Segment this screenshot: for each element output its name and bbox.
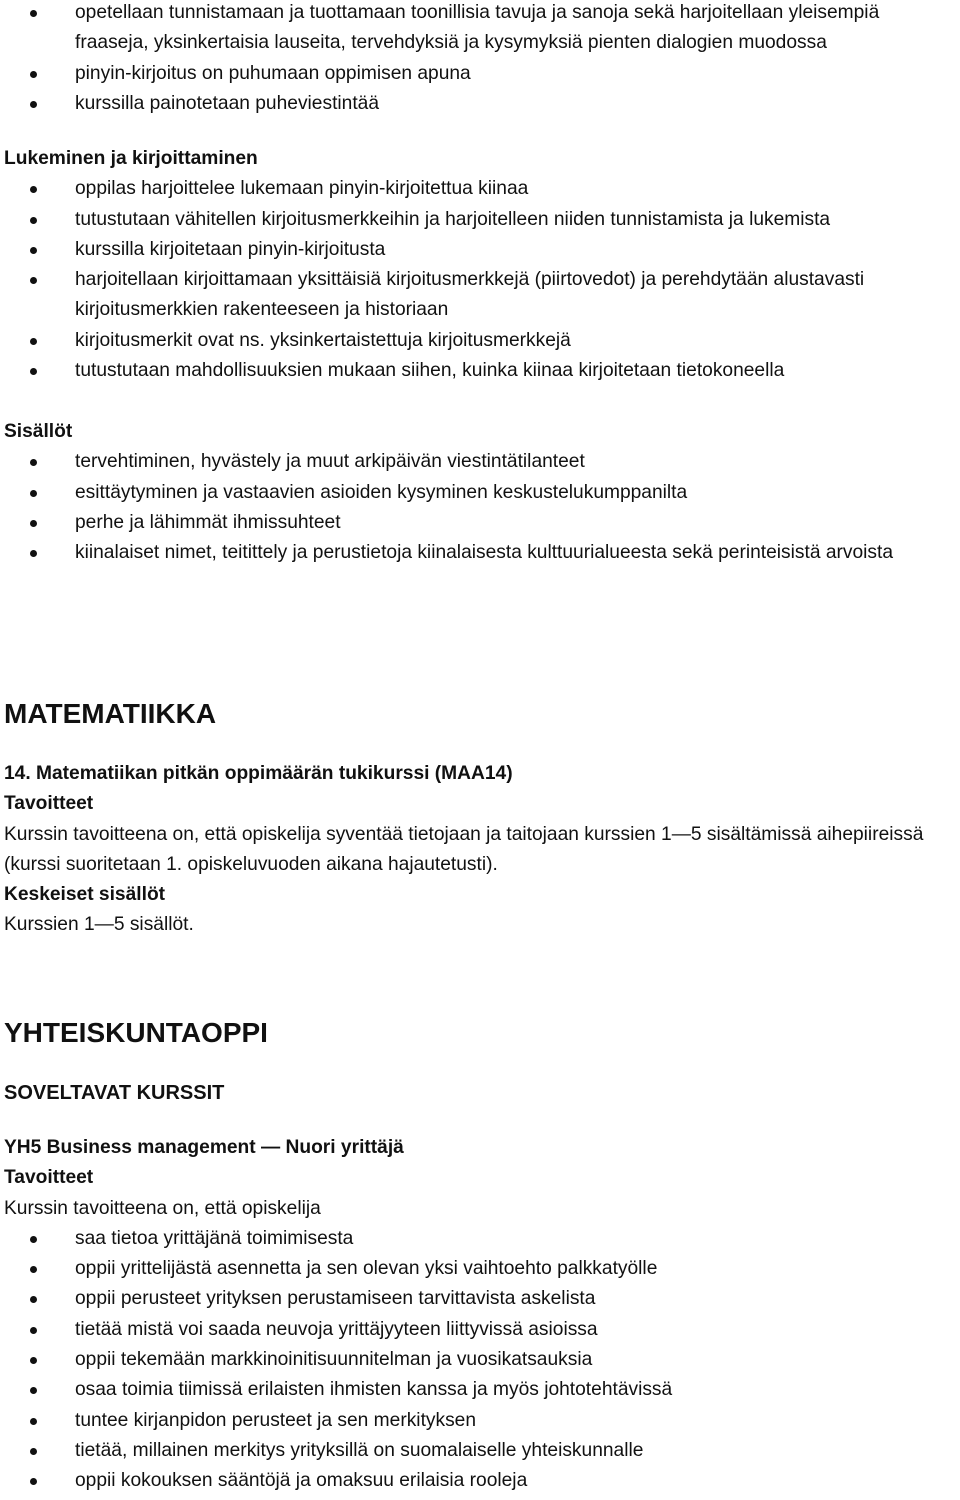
course-title: 14. Matematiikan pitkän oppimäärän tukikurssi (MAA14): [4, 763, 513, 784]
core-text: Kurssien 1—5 sisällöt.: [4, 914, 194, 936]
list-item: oppii tekemään markkinoinitisuunnitelman ja vuosikatsauksia: [4, 1345, 955, 1375]
section-heading: Sisällöt: [4, 421, 73, 442]
list-item: kurssilla kirjoitetaan pinyin-kirjoitusta: [4, 235, 955, 265]
list-item: kirjoitusmerkit ovat ns. yksinkertaistettuja kirjoitusmerkkejä: [4, 326, 955, 356]
list-item: perhe ja lähimmät ihmissuhteet: [4, 508, 955, 538]
list-item: oppii perusteet yrityksen perustamiseen tarvittavista askelista: [4, 1284, 955, 1314]
list-item: tuntee kirjanpidon perusteet ja sen merkityksen: [4, 1406, 955, 1436]
math-course: [4, 759, 960, 941]
list-item: tietää mistä voi saada neuvoja yrittäjyyteen liittyvissä asioissa: [4, 1315, 955, 1345]
contents-section: [4, 417, 960, 568]
social-course: [4, 1133, 960, 1497]
list-item: esittäytyminen ja vastaavien asioiden kysyminen keskustelukumppanilta: [4, 478, 955, 508]
goals-text: Kurssin tavoitteena on, että opiskelija syventää tietojaan ja taitojaan kurssien 1—5 sisältämissä aihepiireissä (kurssi suoritetaan 1. opiskeluvuoden aikana hajautetusti).: [4, 823, 924, 875]
applied-courses: [4, 1078, 960, 1108]
course-title: YH5 Business management — Nuori yrittäjä: [4, 1137, 404, 1158]
social-section: [4, 1016, 960, 1050]
section-heading: Lukeminen ja kirjoittaminen: [4, 148, 258, 169]
list-item: oppii kokouksen sääntöjä ja omaksuu erilaisia rooleja: [4, 1466, 955, 1496]
bullet-list: [4, 0, 960, 119]
list-item: tutustutaan vähitellen kirjoitusmerkkeihin ja harjoitelleen niiden tunnistamista ja lukemista: [4, 205, 955, 235]
math-section: [4, 697, 960, 731]
bullet-list: [4, 447, 960, 568]
list-item: oppii yrittelijästä asennetta ja sen olevan yksi vaihtoehto palkkatyölle: [4, 1254, 955, 1284]
list-item: tietää, millainen merkitys yrityksillä on suomalaiselle yhteiskunnalle: [4, 1436, 955, 1466]
list-item: opetellaan tunnistamaan ja tuottamaan toonillisia tavuja ja sanoja sekä harjoitellaan yleisempiä fraaseja, yksinkertaisia lauseita, tervehdyksiä ja kysymyksiä pienten dialogien muodossa: [4, 0, 955, 59]
list-item: saa tietoa yrittäjänä toimimisesta: [4, 1224, 955, 1254]
section-title: MATEMATIIKKA: [4, 698, 217, 729]
goals-intro: Kurssin tavoitteena on, että opiskelija: [4, 1197, 321, 1219]
bullet-list: [4, 1224, 960, 1497]
list-item: oppilas harjoittelee lukemaan pinyin-kirjoitettua kiinaa: [4, 174, 955, 204]
core-heading: Keskeiset sisällöt: [4, 884, 166, 906]
list-item: harjoitellaan kirjoittamaan yksittäisiä kirjoitusmerkkejä (piirtovedot) ja perehdytään alustavasti kirjoitusmerkkien rakenteeseen ja historiaan: [4, 265, 955, 326]
goals-heading: Tavoitteet: [4, 793, 94, 815]
list-item: osaa toimia tiimissä erilaisten ihmisten kanssa ja myös johtotehtävissä: [4, 1375, 955, 1405]
section-title: YHTEISKUNTAOPPI: [4, 1017, 268, 1048]
list-item: tervehtiminen, hyvästely ja muut arkipäivän viestintätilanteet: [4, 447, 955, 477]
bullet-list: [4, 174, 960, 386]
applied-heading: SOVELTAVAT KURSSIT: [4, 1082, 225, 1104]
list-item: pinyin-kirjoitus on puhumaan oppimisen apuna: [4, 59, 955, 89]
goals-heading: Tavoitteet: [4, 1167, 94, 1189]
list-item: kurssilla painotetaan puheviestintää: [4, 89, 955, 119]
reading-section: [4, 144, 960, 386]
intro-bullets: [4, 0, 960, 119]
list-item: kiinalaiset nimet, teitittely ja perustietoja kiinalaisesta kulttuurialueesta sekä perinteisistä arvoista: [4, 538, 955, 568]
list-item: tutustutaan mahdollisuuksien mukaan siihen, kuinka kiinaa kirjoitetaan tietokoneella: [4, 356, 955, 386]
